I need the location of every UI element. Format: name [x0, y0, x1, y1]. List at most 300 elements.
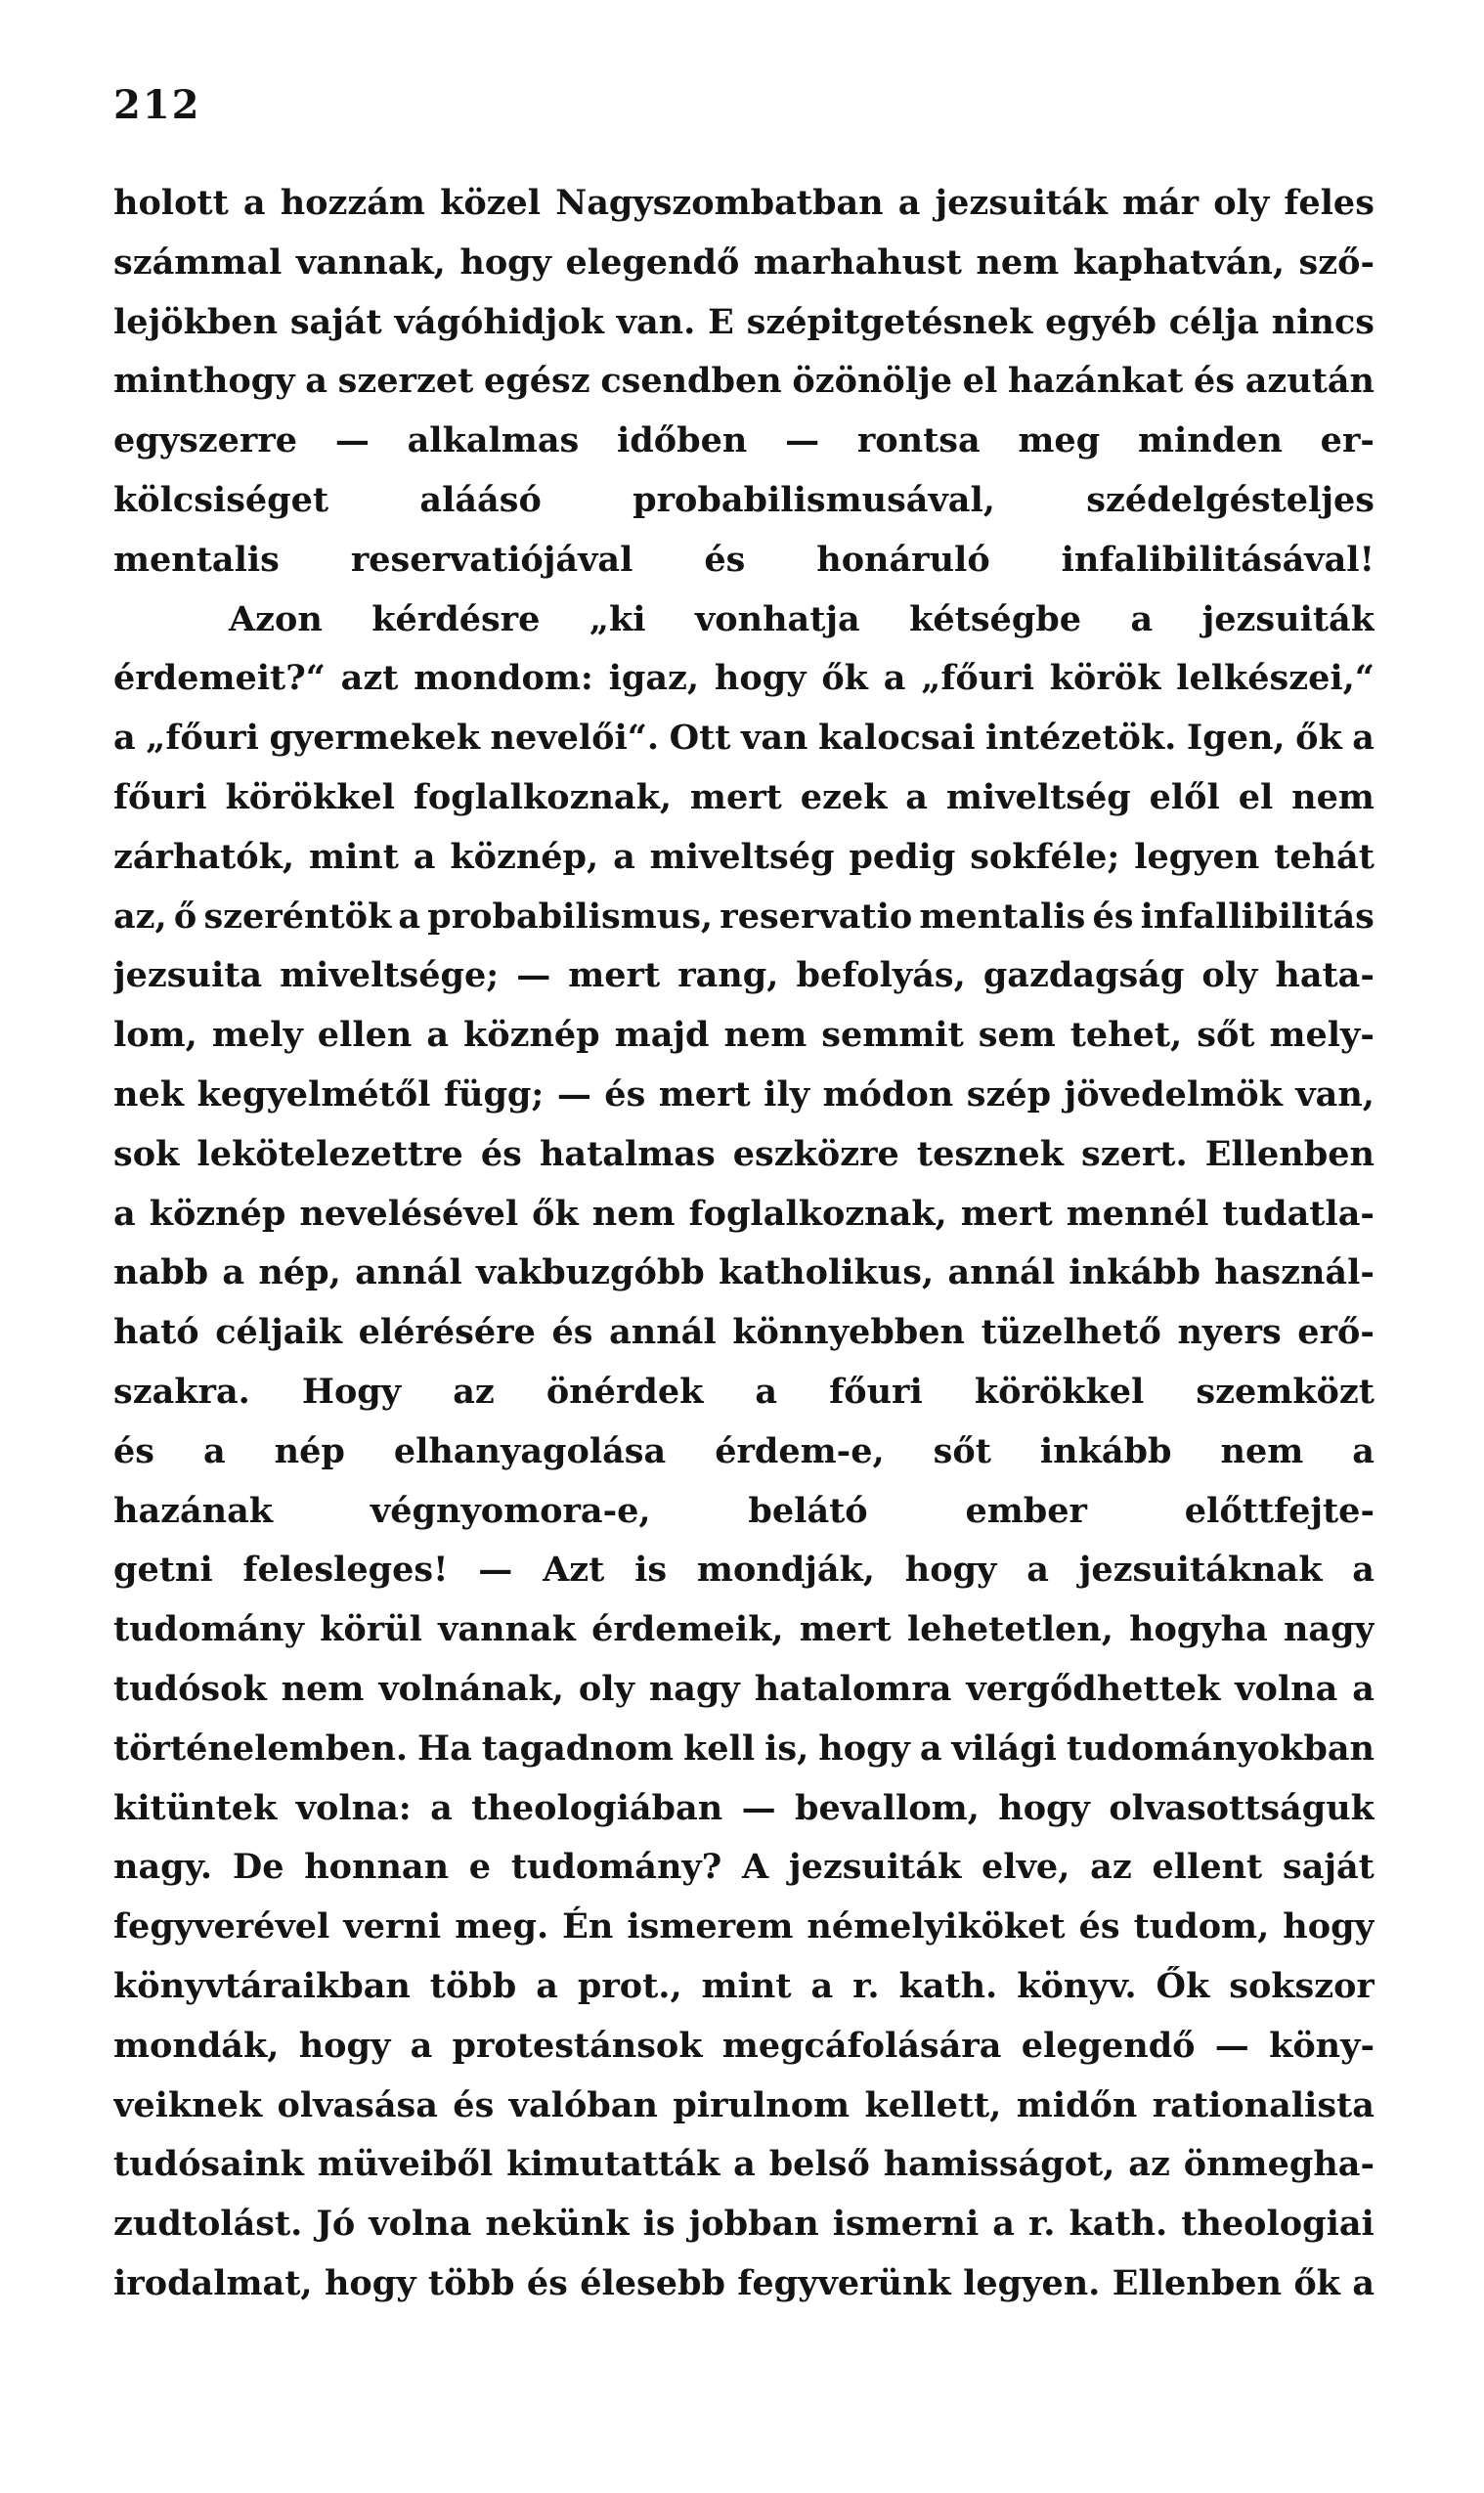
word: mint [701, 1965, 792, 2006]
word: e [468, 1847, 492, 1888]
word: végnyomora-e, [370, 1490, 651, 1531]
word: aláásó [419, 479, 542, 520]
word: annál [609, 1312, 717, 1353]
word: az, [113, 896, 167, 937]
text-line [113, 888, 1375, 947]
word: sokféle; [970, 836, 1120, 877]
word: közel [440, 183, 542, 223]
text-line [113, 1422, 1375, 1482]
word: tudósaink [113, 2144, 304, 2185]
word: Ha [417, 1728, 472, 1769]
word: ható [113, 1312, 199, 1353]
word: kérdésre [371, 598, 541, 639]
word: feles [1284, 183, 1375, 223]
word: a [1352, 718, 1375, 759]
word: köznép [149, 1193, 286, 1234]
word: azután [1244, 361, 1375, 402]
word: nem [1220, 1430, 1304, 1471]
word: világi [951, 1728, 1057, 1769]
word: fegyverünk [737, 2262, 951, 2303]
word: Azt [543, 1550, 605, 1591]
text-line [113, 471, 1375, 531]
word: el [962, 361, 998, 402]
word: elegendő [1021, 2025, 1196, 2066]
word: hazánkat [1008, 361, 1184, 402]
word: elérésére [358, 1312, 536, 1353]
word: volna [1235, 1668, 1338, 1709]
word: rontsa [856, 420, 981, 461]
word: lekötelezettre [196, 1133, 463, 1174]
word: hogy [904, 1550, 997, 1591]
word: er- [1320, 420, 1375, 461]
text-line [113, 1957, 1375, 2017]
word: legyen. [963, 2262, 1101, 2303]
word: bevallom, [794, 1787, 980, 1828]
word: infalibilitásával! [1061, 539, 1375, 580]
text-line [113, 1660, 1375, 1720]
word: körül [320, 1609, 422, 1650]
word: ők [821, 658, 868, 699]
word: kellett, [864, 2084, 1002, 2125]
word: a [919, 1728, 942, 1769]
word: sőt [933, 1430, 991, 1471]
text-line [113, 352, 1375, 412]
word: Ellenben [1112, 2262, 1282, 2303]
word: a [430, 1787, 453, 1828]
word: hogy [298, 2025, 391, 2066]
word: ismerni [832, 2204, 980, 2245]
word: több [427, 2262, 515, 2303]
word: használ- [1214, 1252, 1375, 1293]
word: meg. [455, 1906, 549, 1947]
word: jezsuiták [935, 183, 1108, 223]
word: elől [1149, 776, 1220, 817]
word: főuri [829, 1371, 923, 1412]
word: annál [355, 1252, 462, 1293]
word: E [708, 301, 734, 342]
word: veiknek [113, 2084, 263, 2125]
word: lejökben [113, 301, 279, 342]
word: nyers [1177, 1312, 1282, 1353]
word: theologiai [1181, 2204, 1375, 2245]
word: egyéb [1045, 301, 1157, 342]
word: a [413, 836, 436, 877]
word: ők [532, 1193, 579, 1234]
word: eszközre [732, 1133, 899, 1174]
word: tagadnom [481, 1728, 675, 1769]
word: az [453, 1371, 495, 1412]
word: ezek [800, 776, 888, 817]
word: könyv. [1017, 1965, 1137, 2006]
word: és [113, 1430, 154, 1471]
word: köny- [1269, 2025, 1375, 2066]
word: inkább [1069, 1252, 1200, 1293]
word: mert [658, 1073, 751, 1115]
word: honáruló [816, 539, 990, 580]
word: lehetetlen, [906, 1609, 1113, 1650]
word: kimutatták [506, 2144, 720, 2185]
word: jezsuitáknak [1078, 1550, 1323, 1591]
word: infallibilitás [1140, 896, 1375, 937]
word: befolyás, [796, 955, 966, 996]
word: is [642, 2204, 676, 2245]
word: hata- [1275, 955, 1375, 996]
word: — [556, 1073, 591, 1115]
word: felesleges! [242, 1550, 449, 1591]
word: saját [289, 301, 382, 342]
word: a [536, 1965, 558, 2006]
word: nép [274, 1430, 345, 1471]
word: tehát [1274, 836, 1375, 877]
word: csendben [600, 361, 782, 402]
word: főuri [113, 776, 207, 817]
word: tudomány? [510, 1847, 722, 1888]
word: és [551, 1312, 593, 1353]
text-line [113, 174, 1375, 234]
word: a [1130, 598, 1154, 639]
word: és [453, 2084, 495, 2125]
body-text [113, 174, 1375, 2314]
word: előttfejte- [1184, 1490, 1375, 1531]
word: és [704, 539, 746, 580]
word: De [232, 1847, 284, 1888]
word: legyen [1134, 836, 1260, 877]
word: mert [568, 955, 661, 996]
word: nép, [258, 1252, 341, 1293]
word: nem [976, 241, 1060, 283]
word: nevelésével [299, 1193, 519, 1234]
page-number: 212 [113, 82, 201, 128]
word: vakbuzgóbb [475, 1252, 705, 1293]
word: elve, [982, 1847, 1070, 1888]
word: kölcsiséget [113, 479, 329, 520]
text-line [113, 293, 1375, 353]
text-line [113, 2195, 1375, 2254]
word: a [883, 658, 906, 699]
word: a [202, 1430, 226, 1471]
word: kegyelmétől [196, 1073, 431, 1115]
word: tüzelhető [981, 1312, 1161, 1353]
word: a [410, 2025, 433, 2066]
word: a [905, 776, 928, 817]
word: és [526, 2262, 568, 2303]
word: — [741, 1787, 776, 1828]
text-line [113, 2017, 1375, 2077]
word: a [810, 1965, 834, 2006]
word: sem [978, 1015, 1056, 1056]
text-line [113, 1779, 1375, 1839]
word: a [113, 1193, 136, 1234]
word: lom, [113, 1015, 197, 1056]
text-line [113, 531, 1375, 590]
word: vergődhettek [966, 1668, 1221, 1709]
word: oly [1201, 955, 1258, 996]
word: nekünk [485, 2204, 630, 2245]
word: belső [768, 2144, 870, 2185]
text-line [113, 1066, 1375, 1125]
word: a [1352, 2262, 1375, 2303]
word: egész [484, 361, 590, 402]
word: nek [113, 1073, 184, 1115]
word: belátó [748, 1490, 868, 1531]
word: a [305, 361, 327, 402]
word: és [1078, 1906, 1120, 1947]
word: hogyha [1129, 1609, 1268, 1650]
word: ő [173, 896, 197, 937]
word: körökkel [225, 776, 395, 817]
word: protestánsok [452, 2025, 703, 2066]
word: jezsuiták [1201, 598, 1375, 639]
word: saját [1282, 1847, 1375, 1888]
word: ők [1295, 718, 1342, 759]
word: annál [947, 1252, 1056, 1293]
word: hamisságot, [883, 2144, 1115, 2185]
word: módon [822, 1073, 954, 1115]
word: oly [578, 1668, 634, 1709]
word: foglalkoznak, [688, 1193, 947, 1234]
word: kaphatván, [1072, 241, 1286, 283]
word: köznép [463, 1015, 600, 1056]
word: és [480, 1133, 522, 1174]
word: getni [113, 1550, 213, 1591]
word: kétségbe [909, 598, 1082, 639]
word: szeréntök [203, 896, 392, 937]
word: ismerem [627, 1906, 794, 1947]
word: élesebb [580, 2262, 725, 2303]
word: ily [764, 1073, 810, 1115]
text-line [113, 1838, 1375, 1898]
word: szerzet [337, 361, 474, 402]
word: tesznek [916, 1133, 1064, 1174]
word: probabilismus, [427, 896, 714, 937]
word: sokszor [1229, 1965, 1375, 2006]
word: az [1090, 1847, 1132, 1888]
word: a [733, 2144, 756, 2185]
text-line [113, 1600, 1375, 1660]
word: nevelői“. [490, 718, 660, 759]
word: a [992, 2204, 1015, 2245]
word: prot., [577, 1965, 682, 2006]
word: némelyiköket [807, 1906, 1066, 1947]
word: hatalmas [539, 1133, 716, 1174]
word: semmit [821, 1015, 964, 1056]
word: r. [1028, 2204, 1056, 2245]
word: a [242, 183, 266, 223]
text-line [113, 234, 1375, 293]
word: Jó [316, 2204, 356, 2245]
word: megcáfolására [721, 2025, 1002, 2066]
word: a [113, 718, 136, 759]
word: Ellenben [1204, 1133, 1375, 1174]
word: — [1214, 2025, 1249, 2066]
word: kitüntek [113, 1787, 278, 1828]
word: a [897, 183, 921, 223]
word: mennél [1066, 1193, 1209, 1234]
word: meg [1018, 420, 1101, 461]
word: jezsuita [113, 955, 263, 996]
text-line [113, 1303, 1375, 1363]
word: a [398, 896, 421, 937]
word: mert [799, 1609, 892, 1650]
word: hogy [998, 1787, 1090, 1828]
word: függ; [443, 1073, 545, 1115]
word: tudatla- [1222, 1193, 1375, 1234]
word: holott [113, 183, 229, 223]
text-line [113, 2254, 1375, 2314]
word: Nagyszombatban [555, 183, 884, 223]
word: a [222, 1252, 245, 1293]
text-line [113, 1185, 1375, 1245]
word: Azon [229, 598, 323, 639]
word: nagy [648, 1668, 740, 1709]
word: sőt [1197, 1015, 1255, 1056]
word: céljaik [215, 1312, 343, 1353]
word: szert. [1081, 1133, 1188, 1174]
text-line [113, 412, 1375, 471]
word: — [516, 955, 551, 996]
text-line [113, 1898, 1375, 1957]
word: katholikus, [719, 1252, 935, 1293]
word: lelkészei,“ [1176, 658, 1375, 699]
word: hatalomra [754, 1668, 952, 1709]
word: mentalis [919, 896, 1086, 937]
text-line [113, 1006, 1375, 1066]
word: jezsuiták [788, 1847, 962, 1888]
word: kalocsai [817, 718, 976, 759]
word: körökkel [974, 1371, 1145, 1412]
word: és [1193, 361, 1235, 402]
word: nem [1291, 776, 1375, 817]
text-line [113, 946, 1375, 1006]
text-line [113, 649, 1375, 709]
word: elhanyagolása [393, 1430, 667, 1471]
word: rationalista [1152, 2084, 1375, 2125]
word: mely- [1269, 1015, 1375, 1056]
word: hogy [818, 1728, 910, 1769]
word: — [334, 420, 370, 461]
word: oly [1213, 183, 1270, 223]
word: időben [617, 420, 748, 461]
word: a [1352, 1668, 1375, 1709]
word: tudományokban [1066, 1728, 1375, 1769]
word: Hogy [301, 1371, 402, 1412]
word: inkább [1039, 1430, 1172, 1471]
word: r. [852, 1965, 880, 2006]
word: minden [1137, 420, 1283, 461]
word: önmegha- [1183, 2144, 1375, 2185]
word: — [478, 1550, 513, 1591]
word: jobban [688, 2204, 819, 2245]
word: célja [1168, 301, 1259, 342]
word: miveltség [945, 776, 1131, 817]
word: foglalkoznak, [413, 776, 673, 817]
word: érdemeit?“ [113, 658, 326, 699]
text-line [113, 709, 1375, 768]
word: volna: [295, 1787, 412, 1828]
word: verni [343, 1906, 442, 1947]
word: hazának [113, 1490, 274, 1531]
word: el [1238, 776, 1274, 817]
word: mondják, [696, 1550, 875, 1591]
word: a [1352, 1550, 1375, 1591]
text-line [113, 768, 1375, 828]
word: tehet, [1069, 1015, 1183, 1056]
word: ők [1293, 2262, 1340, 2303]
word: kath. [1069, 2204, 1168, 2245]
word: irodalmat, [113, 2262, 313, 2303]
word: önérdek [546, 1371, 704, 1412]
text-line [113, 2135, 1375, 2195]
word: nincs [1271, 301, 1375, 342]
word: is [634, 1550, 668, 1591]
word: Én [562, 1906, 614, 1947]
word: vannak, [295, 241, 446, 283]
word: a [755, 1371, 778, 1412]
word: — [785, 420, 820, 461]
word: majd [614, 1015, 710, 1056]
word: nagy. [113, 1847, 213, 1888]
word: a [1026, 1550, 1049, 1591]
word: tudósok [113, 1668, 267, 1709]
word: érdemeik, [591, 1609, 784, 1650]
text-line [113, 1125, 1375, 1185]
word: volnának, [378, 1668, 564, 1709]
word: olvasottságuk [1109, 1787, 1375, 1828]
word: ember [965, 1490, 1087, 1531]
word: több [429, 1965, 517, 2006]
word: fegyverével [113, 1906, 330, 1947]
word: a [613, 836, 635, 877]
word: jövedelmök [1064, 1073, 1283, 1115]
word: miveltség [649, 836, 835, 877]
word: theologiában [471, 1787, 723, 1828]
word: rang, [677, 955, 779, 996]
word: valóban [508, 2084, 658, 2125]
word: hogy [1283, 1906, 1375, 1947]
word: tudom, [1133, 1906, 1270, 1947]
word: könnyebben [732, 1312, 965, 1353]
word: azt [340, 658, 399, 699]
word: van [740, 718, 808, 759]
word: mert [960, 1193, 1053, 1234]
word: kell [683, 1728, 756, 1769]
text-line [113, 1720, 1375, 1779]
word: mely [211, 1015, 303, 1056]
word: köznép, [450, 836, 599, 877]
word: számmal [113, 241, 283, 283]
word: nagy [1283, 1609, 1375, 1650]
word: hogy [714, 658, 807, 699]
word: Ott [669, 718, 731, 759]
word: körök [1049, 658, 1161, 699]
text-line [113, 590, 1375, 650]
word: sző- [1298, 241, 1375, 283]
word: Igen, [1186, 718, 1286, 759]
word: és [604, 1073, 646, 1115]
word: gazdagság [982, 955, 1185, 996]
text-line [113, 828, 1375, 888]
word: mentalis [113, 539, 280, 580]
word: tudomány [113, 1609, 304, 1650]
word: a [426, 1015, 450, 1056]
word: miveltsége; [280, 955, 500, 996]
word: egyszerre [113, 420, 298, 461]
word: van, [1295, 1073, 1375, 1115]
word: „ki [589, 598, 646, 639]
word: volna [369, 2204, 472, 2245]
word: történelemben. [113, 1728, 409, 1769]
word: sok [113, 1133, 180, 1174]
